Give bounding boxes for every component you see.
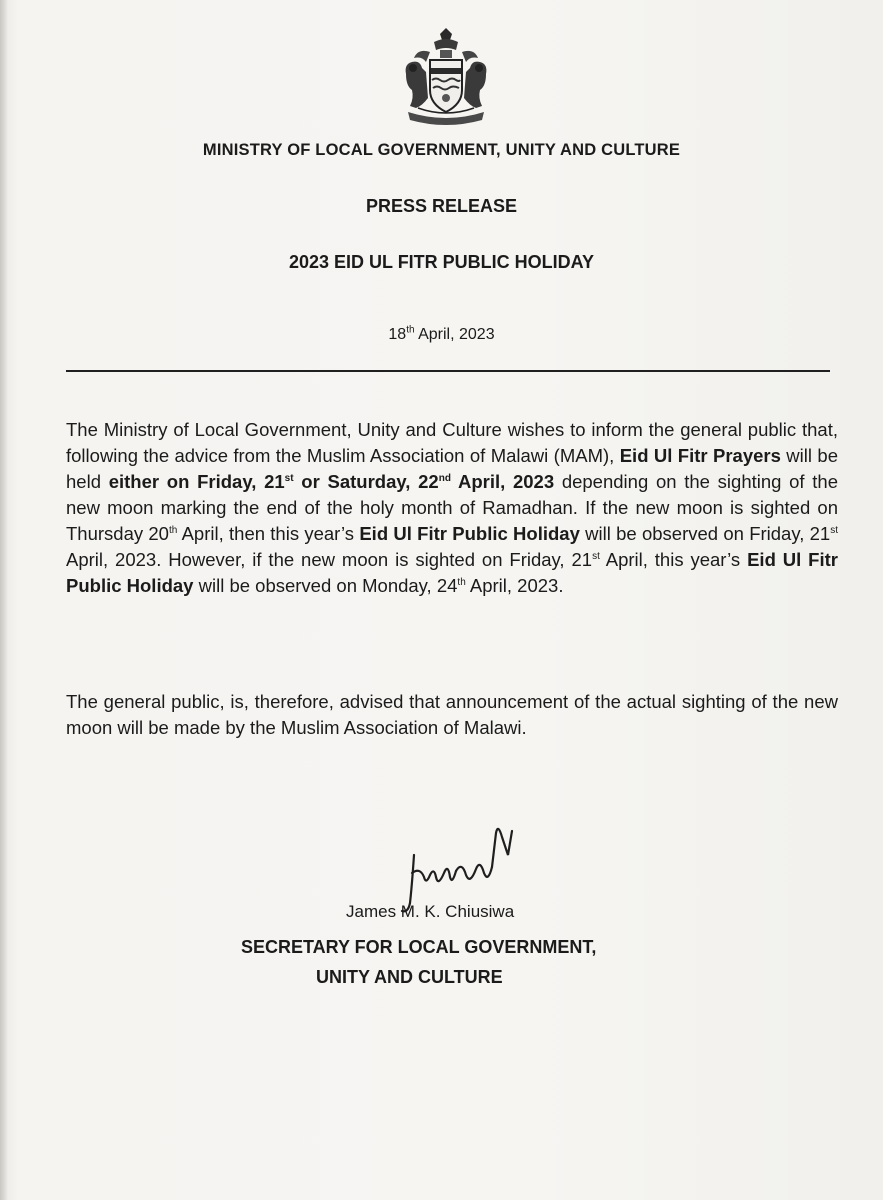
page-edge-shadow xyxy=(0,0,8,1200)
signer-name: James M. K. Chiusiwa xyxy=(346,902,515,921)
divider-line xyxy=(66,370,830,372)
date-day: 18 xyxy=(388,326,407,343)
handwritten-signature-icon xyxy=(396,815,526,915)
document-type: PRESS RELEASE xyxy=(365,196,518,216)
ministry-name: MINISTRY OF LOCAL GOVERNMENT, UNITY AND CULTURE xyxy=(202,141,681,159)
date-suffix: th xyxy=(406,324,415,336)
release-date xyxy=(0,326,883,344)
date-rest: April, 2023 xyxy=(414,326,495,343)
body-paragraph-1: The Ministry of Local Government, Unity and Culture wishes to inform the general public that, following the advice from the Muslim Association of Malawi (MAM), Eid Ul Fitr Prayers will be held either on Friday, 21st or Saturday, 22nd April, 2023 depending on the sighting of the new moon marking the end of the holy month of Ramadhan. If the new moon is sighted on Thursday 20th April, then this year’s Eid Ul Fitr Public Holiday will be observed on Friday, 21st April, 2023. However, if the new moon is sighted on Friday, 21st April, this year’s Eid Ul Fitr Public Holiday will be observed on Monday, 24th April, 2023. xyxy=(66,419,838,596)
malawi-coat-of-arms-icon xyxy=(396,28,496,130)
signer-position-line-2: UNITY AND CULTURE xyxy=(316,967,503,987)
signer-position-line-1: SECRETARY FOR LOCAL GOVERNMENT, xyxy=(241,937,597,957)
body-paragraph-2: The general public, is, therefore, advised that announcement of the actual sighting of the new moon will be made by the Muslim Association of Malawi. xyxy=(66,691,838,738)
signer-position xyxy=(241,932,596,992)
press-release-title: 2023 EID UL FITR PUBLIC HOLIDAY xyxy=(288,252,595,272)
